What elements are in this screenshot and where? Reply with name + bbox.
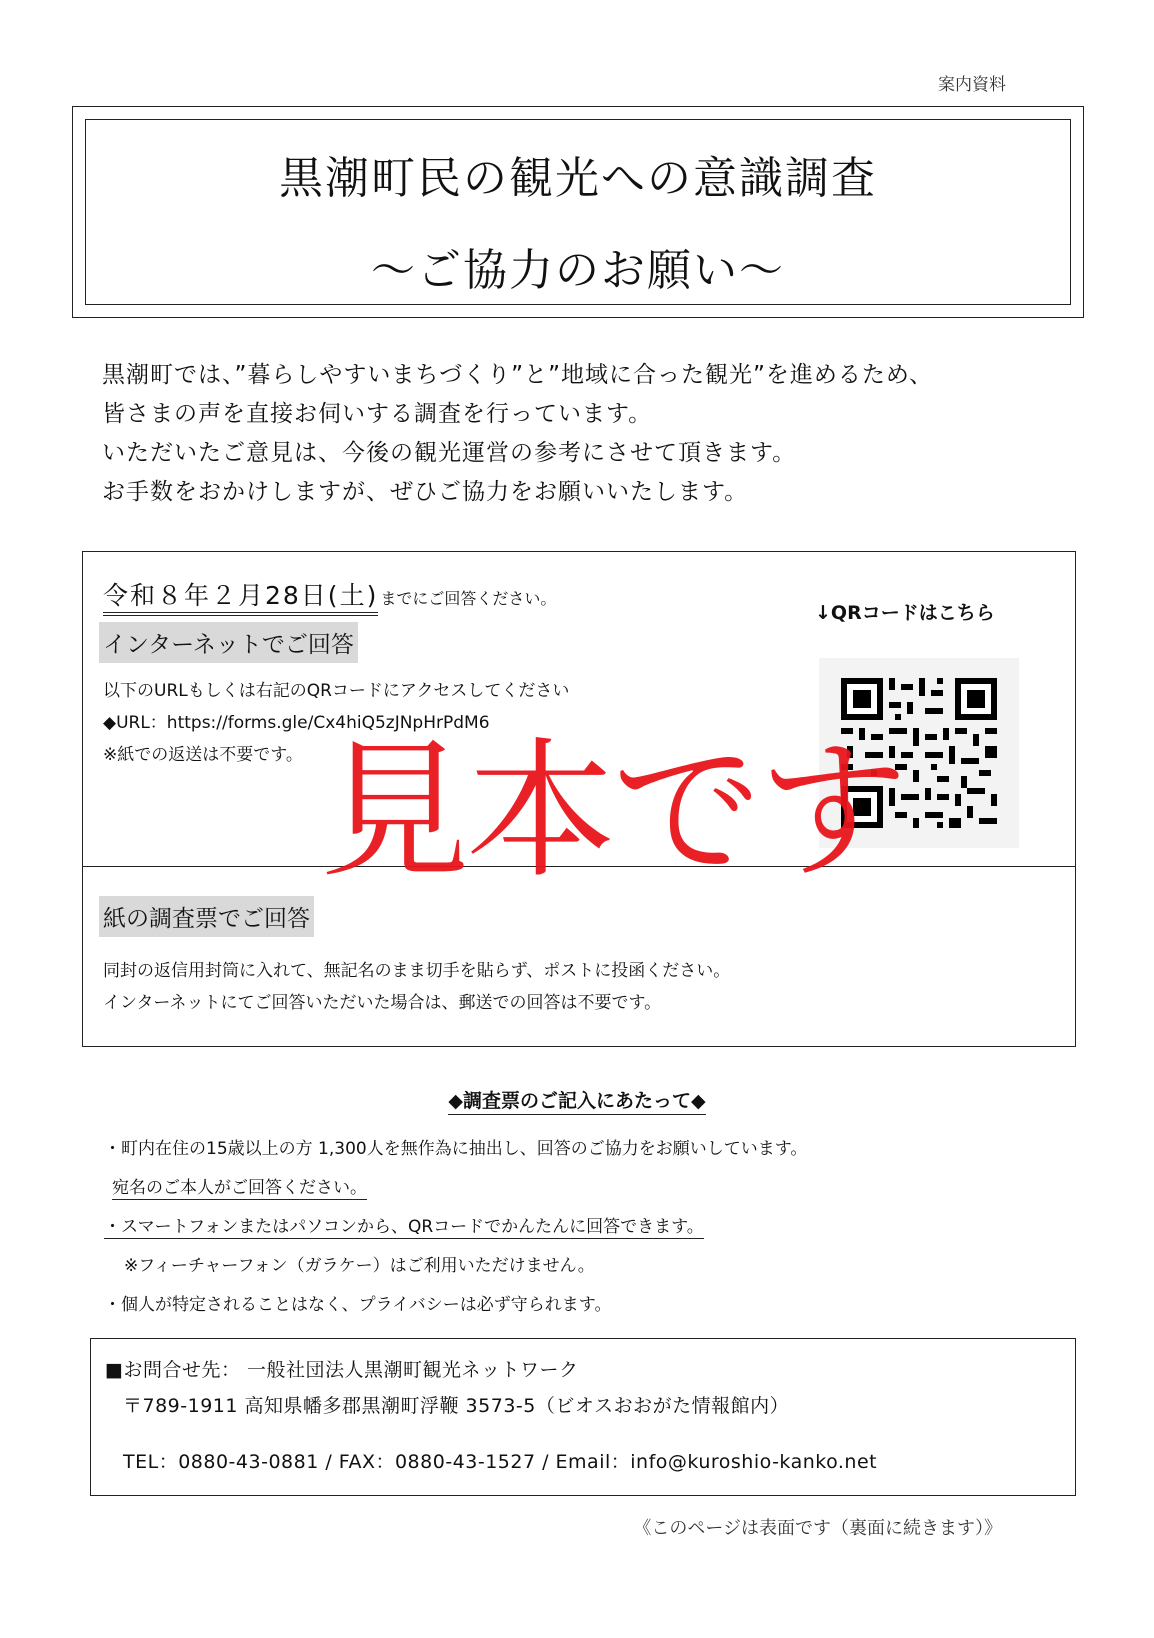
qr-code-icon[interactable] [819,658,1019,848]
contact-box [90,1338,1076,1496]
note-item [104,1169,807,1208]
intro-line: お手数をおかけしますが、ぜひご協力をお願いいたします。 [102,479,749,505]
footer-note: 《このページは表面です（裏面に続きます）》 [633,1518,1002,1539]
answer-methods-box [82,551,1076,1047]
deadline [103,576,556,612]
note-item: ・町内在住の15歳以上の方 1,300人を無作為に抽出し、回答のご協力をお願いしています。 [104,1139,808,1159]
paper-note: インターネットにてご回答いただいた場合は、郵送での回答は不要です。 [103,993,662,1013]
survey-url-link[interactable]: ◆URL：https://forms.gle/Cx4hiQ5zJNpHrPdM6 [103,713,490,733]
intro-text [102,356,933,512]
contact-org: ■お問合せ先： 一般社団法人黒潮町観光ネットワーク [105,1359,579,1381]
paper-heading: 紙の調査票でご回答 [99,896,314,937]
internet-note: ※紙での返送は不要です。 [103,745,303,765]
note-item: ※フィーチャーフォン（ガラケー）はご利用いただけません。 [124,1256,595,1276]
qr-label: ↓QRコードはこちら [815,602,995,624]
internet-instruction: 以下のURLもしくは右記のQRコードにアクセスしてください [103,681,570,701]
document-label: 案内資料 [938,75,1006,95]
title-box [72,106,1084,318]
sample-watermark: 見本です [320,725,905,899]
intro-line: 黒潮町では、”暮らしやすいまちづくり”と”地域に合った観光”を進めるため、 [102,362,934,388]
internet-heading: インターネットでご回答 [99,622,358,663]
page-title: 黒潮町民の観光への意識調査 [279,153,877,204]
qr-code-graphic [819,658,1019,848]
note-item [104,1208,807,1247]
deadline-date: 令和８年２月28日(土) [103,581,378,616]
notes-title [0,1086,1154,1113]
contact-phone-fax-email: TEL：0880-43-0881 / FAX：0880-43-1527 / Email：info@kuroshio-kanko.net [123,1451,878,1473]
paper-instruction: 同封の返信用封筒に入れて、無記名のまま切手を貼らず、ポストに投函ください。 [103,961,731,981]
deadline-suffix: までにご回答ください。 [380,589,557,608]
page-subtitle: ～ご協力のお願い～ [371,245,785,296]
note-item-underlined: 宛名のご本人がご回答ください。 [112,1178,367,1198]
section-divider [83,866,1075,867]
intro-line: 皆さまの声を直接お伺いする調査を行っています。 [102,401,653,427]
title-inner-frame [85,119,1071,305]
intro-line: いただいたご意見は、今後の観光運営の参考にさせて頂きます。 [102,440,797,466]
notes-list [104,1130,807,1325]
note-item: ・個人が特定されることはなく、プライバシーは必ず守られます。 [104,1295,612,1315]
contact-address: 〒789-1911 高知県幡多郡黒潮町浮鞭 3573-5（ビオスおおがた情報館内） [123,1395,790,1417]
notes-title-text: ◆調査票のご記入にあたって◆ [448,1090,705,1115]
note-item-underlined: ・スマートフォンまたはパソコンから、QRコードでかんたんに回答できます。 [104,1217,704,1237]
